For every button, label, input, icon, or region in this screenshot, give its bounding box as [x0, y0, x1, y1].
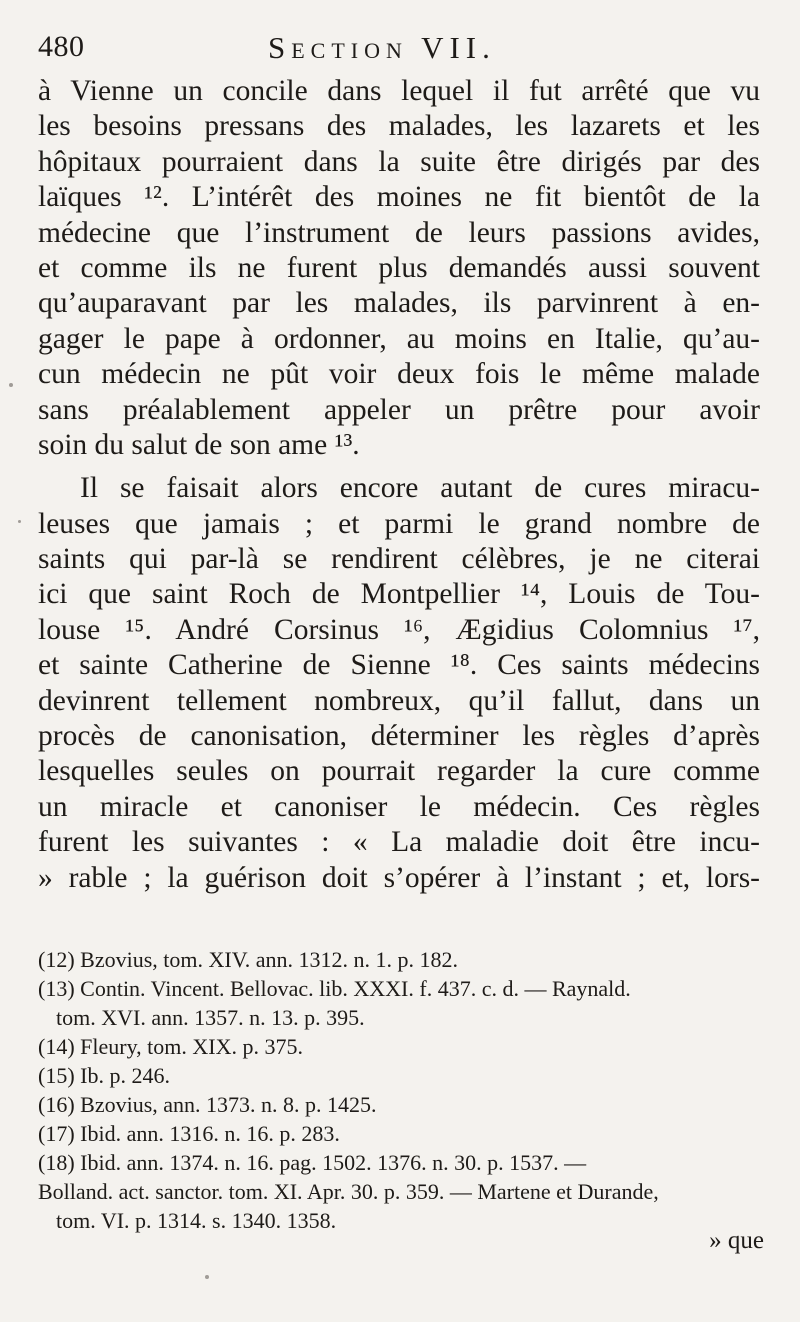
ink-speck — [205, 1275, 209, 1279]
footnote-16: (16) Bzovius, ann. 1373. n. 8. p. 1425. — [38, 1092, 377, 1117]
text-line: et sainte Catherine de Sienne ¹⁸. Ces saints médecins — [38, 649, 760, 682]
footnote-12: (12) Bzovius, tom. XIV. ann. 1312. n. 1. p. 182. — [38, 947, 459, 972]
catchword: » que — [709, 1227, 764, 1254]
page-number: 480 — [38, 30, 85, 63]
text-line: hôpitaux pourraient dans la suite être dirigés par des — [38, 145, 760, 178]
section-title: Section VII. — [268, 30, 496, 65]
paragraph-1 — [38, 74, 760, 463]
text-line: laïques ¹². L’intérêt des moines ne fit bientôt de la — [38, 181, 760, 214]
footnote-13: (13) Contin. Vincent. Bellovac. lib. XXXI. f. 437. c. d. — Raynald. — [38, 976, 631, 1001]
footnote-18-continuation-2: tom. VI. p. 1314. s. 1340. 1358. — [56, 1208, 337, 1233]
text-line: » rable ; la guérison doit s’opérer à l’instant ; et, lors- — [38, 861, 760, 894]
text-line: qu’auparavant par les malades, ils parvinrent à en- — [38, 287, 760, 320]
text-line: soin du salut de son ame ¹³. — [38, 428, 360, 461]
text-line: leuses que jamais ; et parmi le grand nombre de — [38, 507, 760, 540]
paragraph-2 — [38, 471, 760, 896]
text-line: procès de canonisation, déterminer les règles d’après — [38, 720, 760, 753]
text-line: les besoins pressans des malades, les lazarets et les — [38, 110, 760, 143]
text-line: lesquelles seules on pourrait regarder la cure comme — [38, 755, 760, 788]
text-line: devinrent tellement nombreux, qu’il fallut, dans un — [38, 684, 760, 717]
text-line: Il se faisait alors encore autant de cures miracu- — [80, 472, 760, 505]
footnote-18: (18) Ibid. ann. 1374. n. 16. pag. 1502. 1376. n. 30. p. 1537. — — [38, 1150, 587, 1175]
ink-speck — [9, 383, 13, 387]
footnote-14: (14) Fleury, tom. XIX. p. 375. — [38, 1034, 303, 1059]
text-line: furent les suivantes : « La maladie doit être incu- — [38, 826, 760, 859]
ink-speck — [18, 520, 21, 523]
footnotes — [38, 945, 760, 1235]
text-line: cun médecin ne pût voir deux fois le même malade — [38, 358, 760, 391]
text-line: saints qui par-là se rendirent célèbres, je ne citerai — [38, 543, 760, 576]
text-line: gager le pape à ordonner, au moins en Italie, qu’au- — [38, 322, 760, 355]
text-line: médecine que l’instrument de leurs passions avides, — [38, 216, 760, 249]
text-line: louse ¹⁵. André Corsinus ¹⁶, Ægidius Colomnius ¹⁷, — [38, 613, 760, 646]
paragraph-gap — [38, 463, 760, 471]
text-line: ici que saint Roch de Montpellier ¹⁴, Louis de Tou- — [38, 578, 760, 611]
footnote-18-continuation: Bolland. act. sanctor. tom. XI. Apr. 30. p. 359. — Martene et Durande, — [38, 1179, 659, 1204]
footnote-15: (15) Ib. p. 246. — [38, 1063, 170, 1088]
page-header — [38, 30, 760, 72]
text-line: sans préalablement appeler un prêtre pour avoir — [38, 393, 760, 426]
footnote-13-continuation: tom. XVI. ann. 1357. n. 13. p. 395. — [56, 1005, 365, 1030]
text-line: un miracle et canoniser le médecin. Ces règles — [38, 790, 760, 823]
text-line: à Vienne un concile dans lequel il fut arrêté que vu — [38, 75, 760, 107]
text-line: et comme ils ne furent plus demandés aussi souvent — [38, 251, 760, 284]
footnote-17: (17) Ibid. ann. 1316. n. 16. p. 283. — [38, 1121, 340, 1146]
main-text — [38, 74, 760, 896]
